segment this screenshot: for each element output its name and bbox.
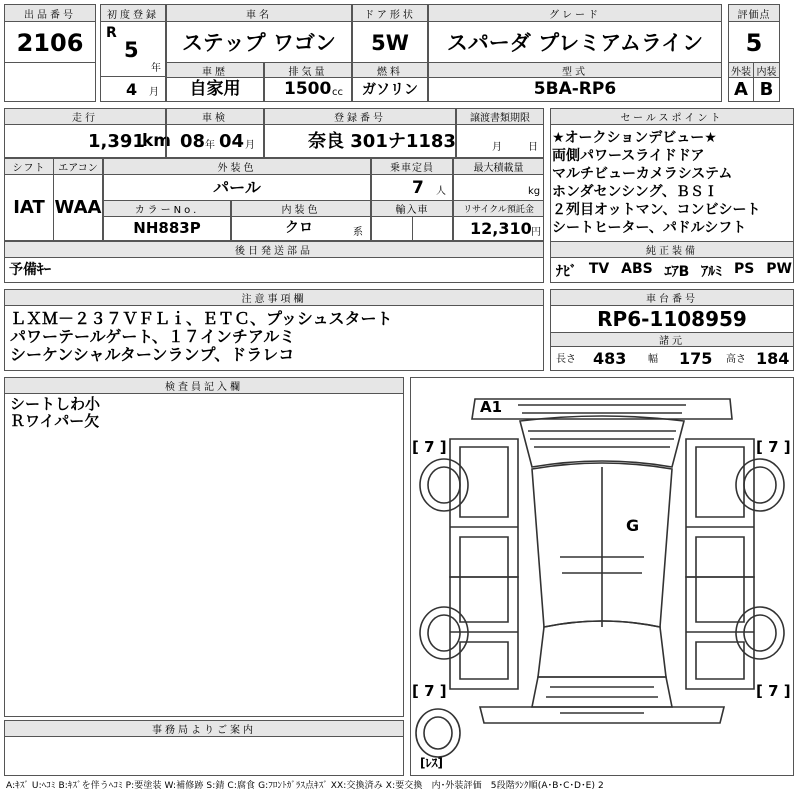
first-reg-month: 4 — [126, 80, 138, 99]
delivery-parts-label: 後日発送部品 — [4, 241, 544, 258]
mileage-label: 走行 — [4, 108, 166, 125]
chassis-value: RP6-1108959 — [597, 307, 747, 331]
tire-rear-right: [ 7 ] — [756, 682, 791, 700]
equipment-item: ﾅﾋﾞ — [556, 264, 577, 280]
tire-rear-left: [ 7 ] — [412, 682, 447, 700]
interior-label: 内装 — [753, 62, 780, 78]
car-name-value: ステップ ワゴン — [182, 30, 336, 55]
import-cell-divider — [412, 216, 413, 241]
recycle-label: リサイクル預託金 — [453, 200, 544, 217]
caution-line: ＬＸＭ－２３７ＶＦＬｉ、ＥＴＣ、プッシュスタート — [10, 309, 393, 328]
mileage-unit: km — [142, 131, 172, 151]
sales-point-item: ２列目オットマン、コンビシート — [552, 202, 761, 218]
sales-points-list — [552, 129, 792, 237]
era-mark: R — [106, 25, 117, 41]
displacement-unit: cc — [332, 87, 343, 98]
recycle-value: 12,310 — [470, 219, 532, 238]
damage-mark-a1: A1 — [480, 398, 503, 416]
delivery-parts-value: 予備ｷｰ — [9, 262, 51, 278]
first-reg-year: 5 — [124, 38, 139, 62]
int-color-label: 内装色 — [231, 200, 371, 217]
shift-value: IAT — [13, 197, 45, 218]
car-name-label: 車名 — [166, 4, 352, 22]
inspection-label: 車検 — [166, 108, 264, 125]
caution-line: パワーテールゲート、１７インチアルミ — [10, 327, 296, 346]
fuel-value: ガソリン — [362, 81, 418, 98]
inspection-month-unit: 月 — [245, 140, 255, 151]
model-value: 5BA-RP6 — [533, 79, 617, 99]
capacity-unit: 人 — [436, 186, 446, 197]
load-label: 最大積載量 — [453, 158, 544, 175]
equipment-item: ABS — [621, 261, 653, 277]
equipment-list — [556, 261, 792, 281]
year-unit: 年 — [151, 63, 161, 74]
dimensions-label: 諸元 — [550, 332, 794, 347]
door-value: 5W — [371, 30, 409, 55]
office-label: 事務局よりご案内 — [4, 720, 404, 737]
inspector-lines — [10, 396, 400, 430]
equipment-item: TV — [588, 261, 610, 277]
color-no-value: NH883P — [133, 219, 201, 237]
inspection-month: 04 — [219, 131, 245, 152]
ac-label: エアコン — [53, 158, 103, 175]
exterior-label: 外装 — [728, 62, 754, 78]
sales-point-item: ★オークションデビュー★ — [552, 130, 717, 146]
sales-point-item: ホンダセンシング、ＢＳＩ — [552, 184, 718, 200]
inspector-cell — [4, 393, 404, 717]
lot-number-value: 2106 — [16, 29, 84, 57]
load-unit: kg — [528, 186, 541, 197]
fuel-label: 燃料 — [352, 62, 428, 78]
damage-mark-g: G — [626, 516, 640, 535]
recycle-unit: 円 — [531, 227, 541, 238]
first-reg-divider — [100, 76, 166, 77]
equipment-item: PS — [734, 261, 755, 277]
ext-color-label: 外装色 — [103, 158, 371, 175]
score-label: 評価点 — [728, 4, 780, 22]
height-value: 184 — [756, 349, 790, 368]
plate-value: 奈良 301ナ1183 — [308, 131, 456, 152]
int-color-unit: 系 — [353, 227, 363, 238]
equipment-label: 純正装備 — [550, 241, 794, 258]
tire-front-right: [ 7 ] — [756, 438, 791, 456]
equipment-item: ｱﾙﾐ — [701, 264, 723, 280]
chassis-label: 車台番号 — [550, 289, 794, 306]
history-value: 自家用 — [189, 79, 241, 99]
inspection-year-unit: 年 — [205, 140, 215, 151]
inspector-label: 検査員記入欄 — [4, 377, 404, 394]
sales-point-item: シートヒーター、パドルシフト — [552, 220, 747, 236]
first-reg-label: 初度登録 — [100, 4, 166, 22]
history-label: 車歴 — [166, 62, 264, 78]
displacement-label: 排気量 — [264, 62, 352, 78]
lot-number-label: 出品番号 — [4, 4, 96, 22]
mileage-value: 1,391 — [88, 131, 145, 152]
height-label: 高さ — [726, 354, 746, 365]
width-label: 幅 — [648, 354, 658, 365]
equipment-item: PW — [766, 261, 792, 277]
equipment-item: ｴｱB — [664, 264, 690, 280]
door-label: ドア形状 — [352, 4, 428, 22]
transfer-label: 譲渡書類期限 — [456, 108, 544, 125]
ext-color-value: パール — [213, 177, 261, 197]
inspection-year: 08 — [180, 131, 206, 152]
legend-text: A:ｷｽﾞ U:ﾍｺﾐ B:ｷｽﾞを伴うﾍｺﾐ P:要塗装 W:補修跡 S:錆 C:腐食 G:ﾌﾛﾝﾄｶﾞﾗｽ点ｷｽﾞ XX:交換済み X:要交換 内･外装評価 5段階ﾗﾝｸ順(A･B･C･D･E) 2 — [6, 781, 604, 791]
length-value: 483 — [593, 349, 627, 368]
length-label: 長さ — [556, 354, 576, 365]
shift-label: シフト — [4, 158, 54, 175]
sales-point-item: マルチビューカメラシステム — [552, 166, 733, 182]
office-cell — [4, 736, 404, 776]
spare-tire-label: [ﾚｽ] — [420, 756, 443, 770]
lot-number-lower-cell — [4, 62, 96, 102]
grade-label: グレード — [428, 4, 722, 22]
displacement-value: 1500 — [284, 79, 332, 99]
transfer-day-unit: 日 — [528, 142, 538, 153]
score-value: 5 — [745, 29, 763, 57]
sales-points-label: セールスポイント — [550, 108, 794, 125]
transfer-month-unit: 月 — [492, 142, 502, 153]
month-unit: 月 — [149, 87, 159, 98]
caution-line: シーケンシャルターンランプ、ドラレコ — [10, 345, 295, 364]
tire-front-left: [ 7 ] — [412, 438, 447, 456]
caution-label: 注意事項欄 — [4, 289, 544, 306]
delivery-parts-cell — [4, 257, 544, 283]
interior-value: B — [759, 78, 774, 100]
import-label: 輸入車 — [371, 200, 453, 217]
grade-value: スパーダ プレミアムライン — [446, 30, 704, 55]
caution-lines — [10, 310, 540, 364]
car-diagram — [410, 377, 794, 776]
plate-label: 登録番号 — [264, 108, 456, 125]
sales-point-item: 両側パワースライドドア — [552, 148, 705, 164]
width-value: 175 — [679, 349, 713, 368]
capacity-label: 乗車定員 — [371, 158, 453, 175]
int-color-value: クロ — [285, 220, 313, 236]
exterior-value: A — [734, 78, 748, 100]
inspector-line: Ｒワイパー欠 — [10, 412, 100, 430]
color-no-label: カラーNo. — [103, 200, 231, 217]
model-label: 型式 — [428, 62, 722, 78]
inspector-line: シートしわ小 — [10, 395, 101, 413]
ac-value: WAA — [54, 197, 102, 218]
capacity-value: 7 — [412, 178, 424, 198]
